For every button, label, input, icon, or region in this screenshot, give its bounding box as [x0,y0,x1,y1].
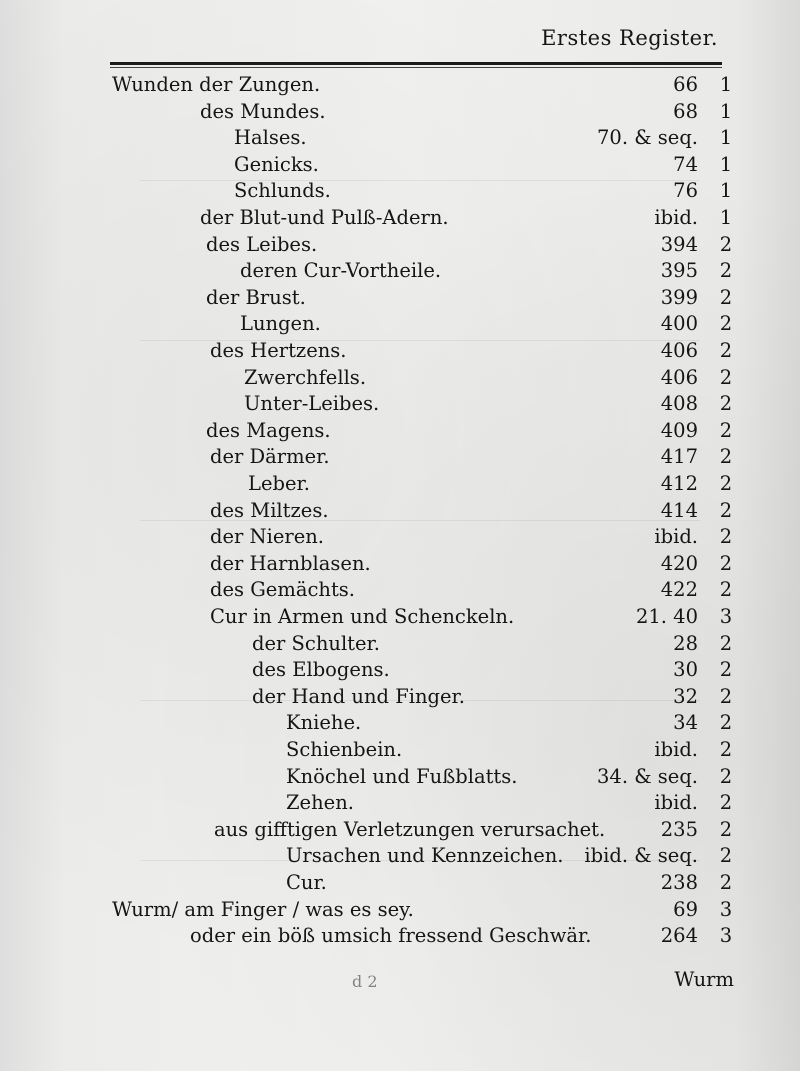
register-entry [0,205,800,231]
entry-page-number: 69 [673,897,698,921]
entry-label: deren Cur-Vortheile. [240,259,442,283]
entry-label: der Harnblasen. [210,551,371,575]
entry-part-number: 2 [719,445,733,469]
entry-page-number: ibid. & seq. [584,844,698,868]
entry-page-number: 235 [660,817,698,841]
register-entry [0,178,800,204]
register-entry [0,471,800,497]
entry-label: des Elbogens. [252,658,390,682]
entry-label: der Nieren. [210,525,325,549]
entry-label: Kniehe. [286,711,362,735]
register-entry [0,365,800,391]
entry-part-number: 2 [719,285,733,309]
catchword: Wurm [674,968,734,991]
entry-page-number: ibid. [654,525,698,549]
entry-label: Schlunds. [234,179,331,203]
entry-part-number: 2 [719,817,733,841]
entry-page-number: 422 [660,578,698,602]
entry-part-number: 2 [719,658,733,682]
entry-label: Zwerchfells. [244,365,367,389]
entry-part-number: 2 [719,844,733,868]
entry-label: der Schulter. [252,631,380,655]
entry-part-number: 3 [719,897,733,921]
entry-label: Zehen. [286,791,354,815]
entry-part-number: 2 [719,791,733,815]
entry-label: Cur. [286,871,327,894]
entry-label: oder ein böß umsich fressend Geschwär. [190,924,592,948]
entry-part-number: 2 [719,631,733,655]
entry-part-number: 2 [719,551,733,575]
entry-part-number: 2 [719,418,733,442]
entry-part-number: 2 [719,498,733,522]
entry-label: des Magens. [206,418,331,442]
entry-label: Leber. [248,472,310,495]
entry-part-number: 1 [719,73,733,96]
entry-part-number: 2 [719,312,733,336]
entry-label: Lungen. [240,312,321,336]
entry-part-number: 2 [719,764,733,788]
register-entry [0,764,800,790]
entry-label: des Mundes. [200,99,326,123]
register-entry [0,684,800,710]
entry-page-number: 32 [673,684,698,708]
entry-page-number: 399 [660,285,698,309]
register-entry [0,311,800,337]
entry-part-number: 2 [719,738,733,761]
entry-part-number: 2 [719,472,733,495]
entry-label: Genicks. [234,152,319,176]
heading-rule-thin [110,67,722,68]
register-entry [0,897,800,923]
entry-part-number: 2 [719,232,733,256]
entry-page-number: 406 [660,339,698,362]
entry-part-number: 2 [719,392,733,416]
entry-page-number: ibid. [654,791,698,815]
entry-page-number: 417 [660,445,698,469]
entry-label: Knöchel und Fußblatts. [286,764,518,788]
register-entry [0,577,800,603]
register-entry [0,817,800,843]
entry-part-number: 1 [719,126,733,150]
entry-part-number: 1 [719,179,733,203]
register-entry [0,923,800,949]
entry-label: Schienbein. [286,738,403,761]
entry-label: des Hertzens. [210,339,347,362]
entry-label: Cur in Armen und Schenckeln. [210,605,515,628]
entry-label: der Brust. [206,285,306,309]
entry-label: Ursachen und Kennzeichen. [286,844,564,868]
entry-part-number: 2 [719,684,733,708]
entry-page-number: 70. & seq. [597,126,698,150]
entry-page-number: 420 [660,551,698,575]
entry-label: der Därmer. [210,445,330,469]
entry-label: aus gifftigen Verletzungen verursachet. [214,817,606,841]
entry-page-number: 400 [660,312,698,336]
entry-page-number: 394 [660,232,698,256]
register-entry [0,524,800,550]
register-entry [0,99,800,125]
register-entry [0,604,800,630]
entry-page-number: 34 [673,711,698,735]
entry-page-number: 76 [673,179,698,203]
entry-page-number: 34. & seq. [597,764,698,788]
entry-page-number: 414 [660,498,698,522]
entry-part-number: 2 [719,259,733,283]
entry-part-number: 3 [719,605,733,628]
entry-label: der Blut-und Pulß-Adern. [200,206,449,229]
register-entry [0,338,800,364]
entry-label: Halses. [234,126,307,150]
entry-page-number: 66 [673,73,698,96]
register-entry [0,418,800,444]
entry-page-number: 68 [673,99,698,123]
entry-page-number: 408 [660,392,698,416]
register-entry [0,790,800,816]
entry-part-number: 1 [719,152,733,176]
entry-label: Unter-Leibes. [244,392,380,416]
signature-mark: d 2 [352,972,378,991]
register-entry [0,551,800,577]
entry-page-number: 264 [660,924,698,948]
entry-part-number: 1 [719,99,733,123]
register-entry [0,125,800,151]
register-entry [0,631,800,657]
register-entry [0,710,800,736]
entry-page-number: 30 [673,658,698,682]
register-entry [0,391,800,417]
register-entry [0,258,800,284]
entry-page-number: 395 [660,259,698,283]
entry-page-number: ibid. [654,738,698,761]
entry-part-number: 1 [719,206,733,229]
entry-label: der Hand und Finger. [252,684,465,708]
entry-part-number: 2 [719,339,733,362]
entry-label: des Gemächts. [210,578,355,602]
entry-page-number: 21. 40 [635,605,698,628]
entry-label: des Miltzes. [210,498,329,522]
register-entry [0,870,800,896]
register-entry [0,498,800,524]
register-entry [0,285,800,311]
register-entry [0,72,800,98]
register-entry [0,444,800,470]
entry-page-number: 74 [673,152,698,176]
entry-page-number: 412 [660,472,698,495]
register-entry [0,152,800,178]
entry-page-number: 406 [660,365,698,389]
entry-part-number: 3 [719,924,733,948]
entry-page-number: ibid. [654,206,698,229]
register-entry [0,657,800,683]
entry-label: des Leibes. [206,232,318,256]
entry-page-number: 238 [660,871,698,894]
register-entry [0,843,800,869]
page-heading: Erstes Register. [541,26,718,50]
entry-part-number: 2 [719,365,733,389]
entry-page-number: 409 [660,418,698,442]
entry-label: Wurm/ am Finger / was es sey. [112,897,414,921]
entry-part-number: 2 [719,711,733,735]
entry-part-number: 2 [719,871,733,894]
entry-page-number: 28 [673,631,698,655]
register-entry [0,737,800,763]
register-entry [0,232,800,258]
entry-part-number: 2 [719,525,733,549]
entry-part-number: 2 [719,578,733,602]
heading-rule [110,62,722,65]
entry-label: Wunden der Zungen. [112,73,321,96]
